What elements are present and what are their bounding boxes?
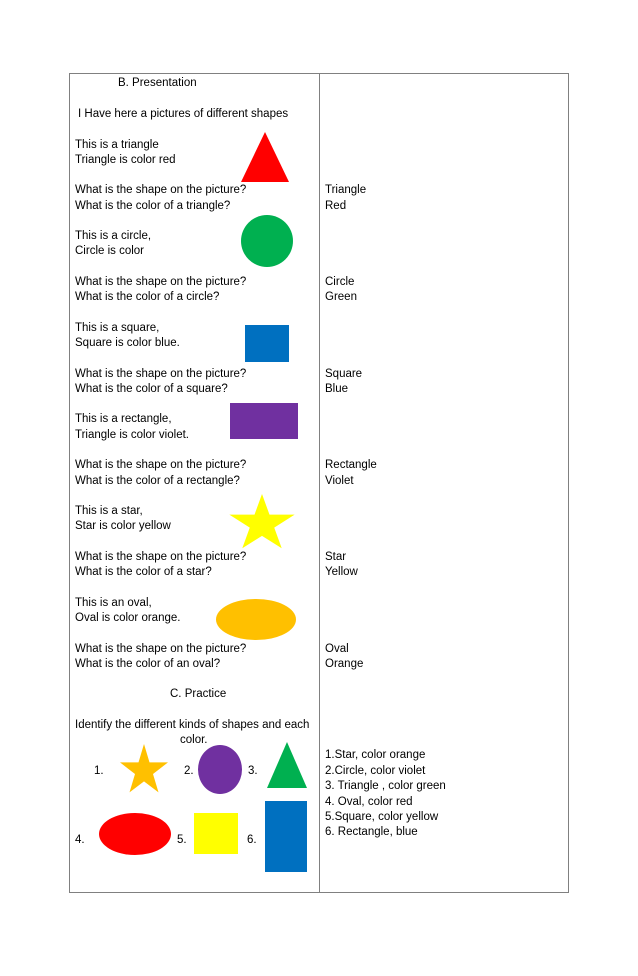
lesson-statement: This is a triangle	[75, 139, 159, 151]
lesson-answer: Orange	[325, 658, 364, 670]
lesson-statement: Star is color yellow	[75, 520, 171, 532]
lesson-statement: Triangle is color red	[75, 154, 176, 166]
lesson-question: What is the shape on the picture?	[75, 643, 247, 655]
lesson-statement: Oval is color orange.	[75, 612, 181, 624]
violet-circle-shape	[198, 745, 242, 794]
red-oval-shape	[99, 813, 171, 855]
yellow-star-shape	[228, 494, 296, 550]
section-b-heading: B. Presentation	[118, 77, 197, 89]
lesson-answer: Circle	[325, 276, 355, 288]
section-b-intro: I Have here a pictures of different shapes	[78, 108, 289, 120]
practice-answer: 2.Circle, color violet	[325, 765, 426, 777]
practice-item-number: 1.	[94, 765, 104, 777]
lesson-answer: Yellow	[325, 566, 358, 578]
lesson-statement: This is a rectangle,	[75, 413, 172, 425]
practice-answer: 3. Triangle , color green	[325, 780, 446, 792]
lesson-question: What is the shape on the picture?	[75, 276, 247, 288]
lesson-answer: Red	[325, 200, 347, 212]
triangle-polygon	[241, 132, 289, 182]
practice-instruction: color.	[180, 734, 208, 746]
lesson-answer: Green	[325, 291, 357, 303]
lesson-statement: This is an oval,	[75, 597, 152, 609]
yellow-square-shape	[194, 813, 238, 854]
practice-item-number: 5.	[177, 834, 187, 846]
practice-answer: 5.Square, color yellow	[325, 811, 439, 823]
lesson-statement: This is a square,	[75, 322, 160, 334]
lesson-answer: Square	[325, 368, 363, 380]
lesson-question: What is the color of a star?	[75, 566, 212, 578]
blue-rectangle-shape	[265, 801, 307, 872]
star-polygon	[120, 744, 168, 792]
lesson-question: What is the shape on the picture?	[75, 184, 247, 196]
lesson-question: What is the color of a rectangle?	[75, 475, 240, 487]
lesson-statement: This is a circle,	[75, 230, 152, 242]
green-triangle-shape	[266, 741, 308, 789]
lesson-answer: Violet	[325, 475, 354, 487]
column-divider	[319, 73, 320, 893]
practice-item-number: 4.	[75, 834, 85, 846]
lesson-question: What is the shape on the picture?	[75, 459, 247, 471]
red-triangle-shape	[240, 131, 290, 183]
lesson-statement: Circle is color	[75, 245, 145, 257]
lesson-statement: Triangle is color violet.	[75, 429, 189, 441]
violet-rectangle-shape	[230, 403, 298, 439]
lesson-answer: Rectangle	[325, 459, 377, 471]
lesson-question: What is the color of a circle?	[75, 291, 220, 303]
orange-star-shape	[119, 744, 169, 794]
green-circle-shape	[240, 214, 294, 268]
lesson-question: What is the shape on the picture?	[75, 551, 247, 563]
blue-square-shape	[245, 325, 289, 362]
practice-answer: 4. Oval, color red	[325, 796, 413, 808]
practice-answer: 1.Star, color orange	[325, 749, 426, 761]
practice-item-number: 6.	[247, 834, 257, 846]
lesson-answer: Triangle	[325, 184, 367, 196]
lesson-question: What is the color of an oval?	[75, 658, 221, 670]
lesson-question: What is the color of a square?	[75, 383, 228, 395]
practice-instruction: Identify the different kinds of shapes and each	[75, 719, 310, 731]
lesson-question: What is the color of a triangle?	[75, 200, 231, 212]
lesson-answer: Star	[325, 551, 347, 563]
lesson-answer: Blue	[325, 383, 349, 395]
lesson-statement: Square is color blue.	[75, 337, 180, 349]
star-polygon	[229, 494, 294, 548]
lesson-answer: Oval	[325, 643, 349, 655]
practice-item-number: 3.	[248, 765, 258, 777]
lesson-question: What is the shape on the picture?	[75, 368, 247, 380]
lesson-statement: This is a star,	[75, 505, 143, 517]
orange-oval-shape	[216, 599, 296, 640]
practice-answer: 6. Rectangle, blue	[325, 826, 418, 838]
section-c-heading: C. Practice	[170, 688, 227, 700]
circle-mark	[241, 215, 293, 267]
practice-item-number: 2.	[184, 765, 194, 777]
triangle-polygon	[267, 742, 307, 788]
